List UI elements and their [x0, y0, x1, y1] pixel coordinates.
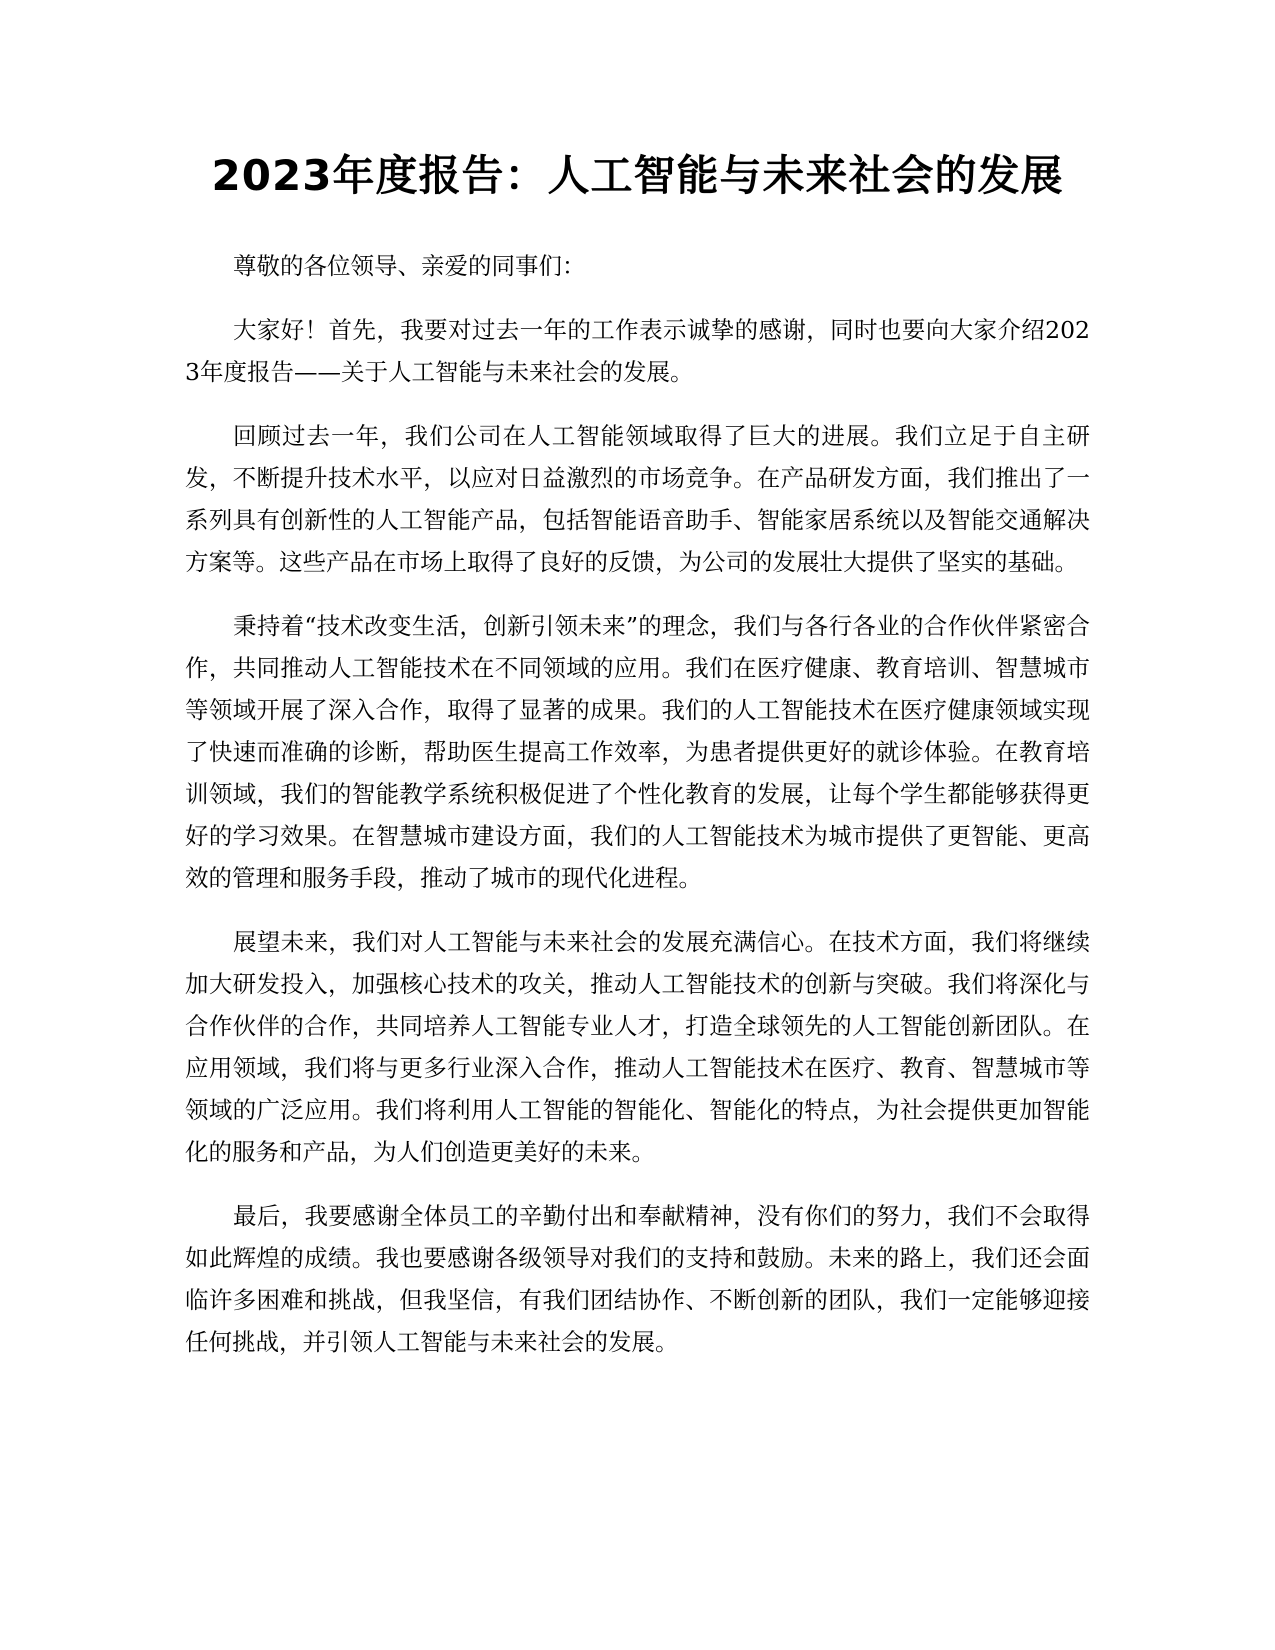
- paragraph-outlook: 展望未来，我们对人工智能与未来社会的发展充满信心。在技术方面，我们将继续加大研发投入，加强核心技术的攻关，推动人工智能技术的创新与突破。我们将深化与合作伙伴的合作，共同培养人工智能专业人才，打造全球领先的人工智能创新团队。在应用领域，我们将与更多行业深入合作，推动人工智能技术在医疗、教育、智慧城市等领域的广泛应用。我们将利用人工智能的智能化、智能化的特点，为社会提供更加智能化的服务和产品，为人们创造更美好的未来。: [185, 928, 1090, 1166]
- salutation: 尊敬的各位领导、亲爱的同事们：: [233, 252, 586, 280]
- document-title: 2023年度报告：人工智能与未来社会的发展: [211, 151, 1064, 200]
- document-body: [185, 245, 1090, 1385]
- paragraph-closing: 最后，我要感谢全体员工的辛勤付出和奉献精神，没有你们的努力，我们不会取得如此辉煌的成绩。我也要感谢各级领导对我们的支持和鼓励。未来的路上，我们还会面临许多困难和挑战，但我坚信，有我们团结协作、不断创新的团队，我们一定能够迎接任何挑战，并引领人工智能与未来社会的发展。: [185, 1202, 1090, 1356]
- paragraph-review: 回顾过去一年，我们公司在人工智能领域取得了巨大的进展。我们立足于自主研发，不断提升技术水平，以应对日益激烈的市场竞争。在产品研发方面，我们推出了一系列具有创新性的人工智能产品，包括智能语音助手、智能家居系统以及智能交通解决方案等。这些产品在市场上取得了良好的反馈，为公司的发展壮大提供了坚实的基础。: [185, 422, 1090, 576]
- paragraph-cooperation: 秉持着“技术改变生活，创新引领未来”的理念，我们与各行各业的合作伙伴紧密合作，共同推动人工智能技术在不同领域的应用。我们在医疗健康、教育培训、智慧城市等领域开展了深入合作，取得了显著的成果。我们的人工智能技术在医疗健康领域实现了快速而准确的诊断，帮助医生提高工作效率，为患者提供更好的就诊体验。在教育培训领域，我们的智能教学系统积极促进了个性化教育的发展，让每个学生都能够获得更好的学习效果。在智慧城市建设方面，我们的人工智能技术为城市提供了更智能、更高效的管理和服务手段，推动了城市的现代化进程。: [185, 612, 1090, 892]
- paragraph-intro: 大家好！首先，我要对过去一年的工作表示诚挚的感谢，同时也要向大家介绍2023年度报告——关于人工智能与未来社会的发展。: [185, 316, 1090, 386]
